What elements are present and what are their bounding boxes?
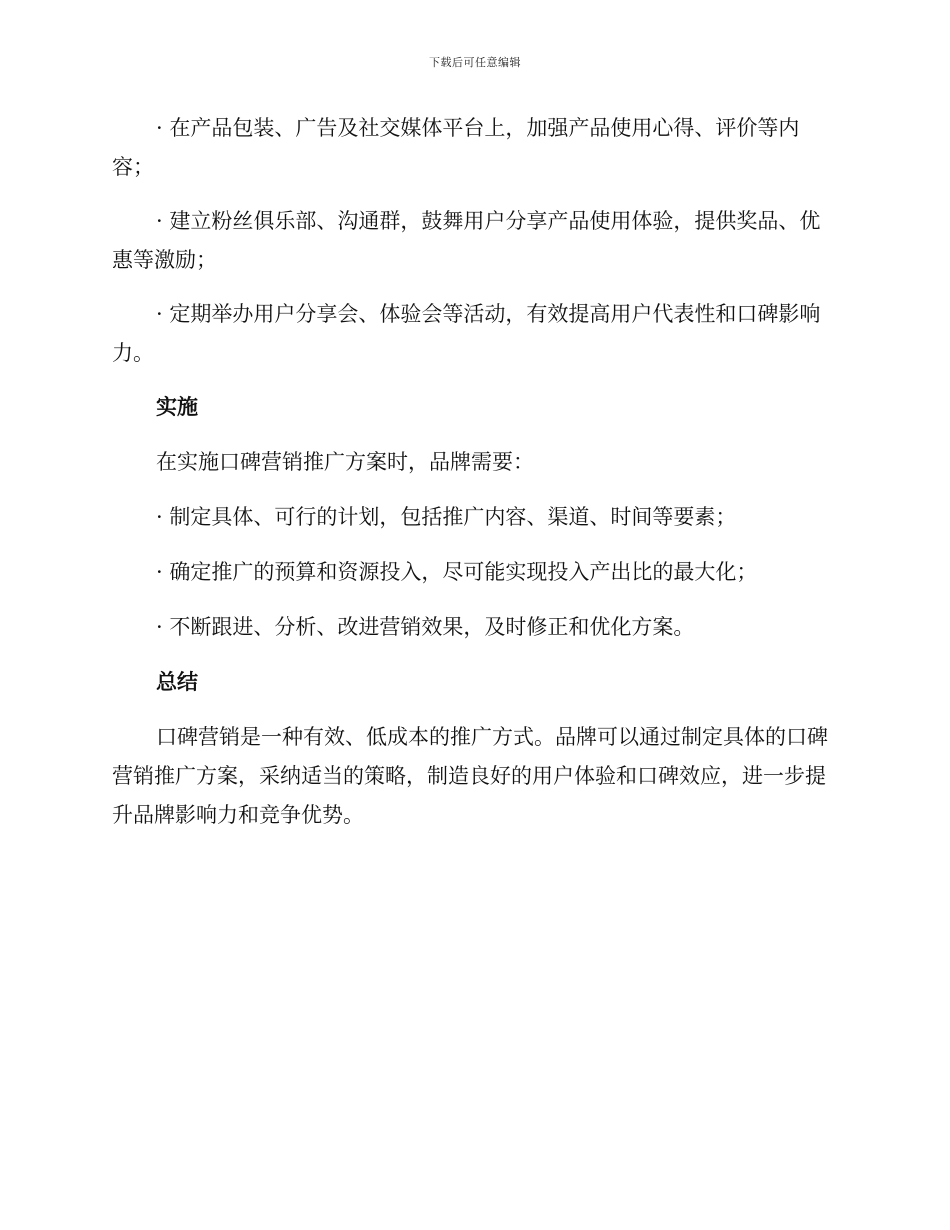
section-heading-implementation: 实施 xyxy=(156,395,198,419)
bullet-item: · 确定推广的预算和资源投入，尽可能实现投入产出比的最大化； xyxy=(156,560,758,584)
bullet-item: · 定期举办用户分享会、体验会等活动，有效提高用户代表性和口碑影响力。 xyxy=(112,302,821,365)
bullet-item: · 不断跟进、分析、改进营销效果，及时修正和优化方案。 xyxy=(156,615,695,639)
page-header-note: 下载后可任意编辑 xyxy=(429,56,521,69)
implementation-intro: 在实施口碑营销推广方案时，品牌需要： xyxy=(156,450,534,474)
document-body xyxy=(112,109,834,835)
bullet-item: · 建立粉丝俱乐部、沟通群，鼓舞用户分享产品使用体验，提供奖品、优惠等激励； xyxy=(112,209,821,272)
bullet-item: · 在产品包装、广告及社交媒体平台上，加强产品使用心得、评价等内容； xyxy=(112,116,800,179)
summary-paragraph: 口碑营销是一种有效、低成本的推广方式。品牌可以通过制定具体的口碑营销推广方案，采纳适当的策略，制造良好的用户体验和口碑效应，进一步提升品牌影响力和竞争优势。 xyxy=(112,725,828,827)
section-heading-summary: 总结 xyxy=(156,670,198,694)
bullet-item: · 制定具体、可行的计划，包括推广内容、渠道、时间等要素； xyxy=(156,505,737,529)
